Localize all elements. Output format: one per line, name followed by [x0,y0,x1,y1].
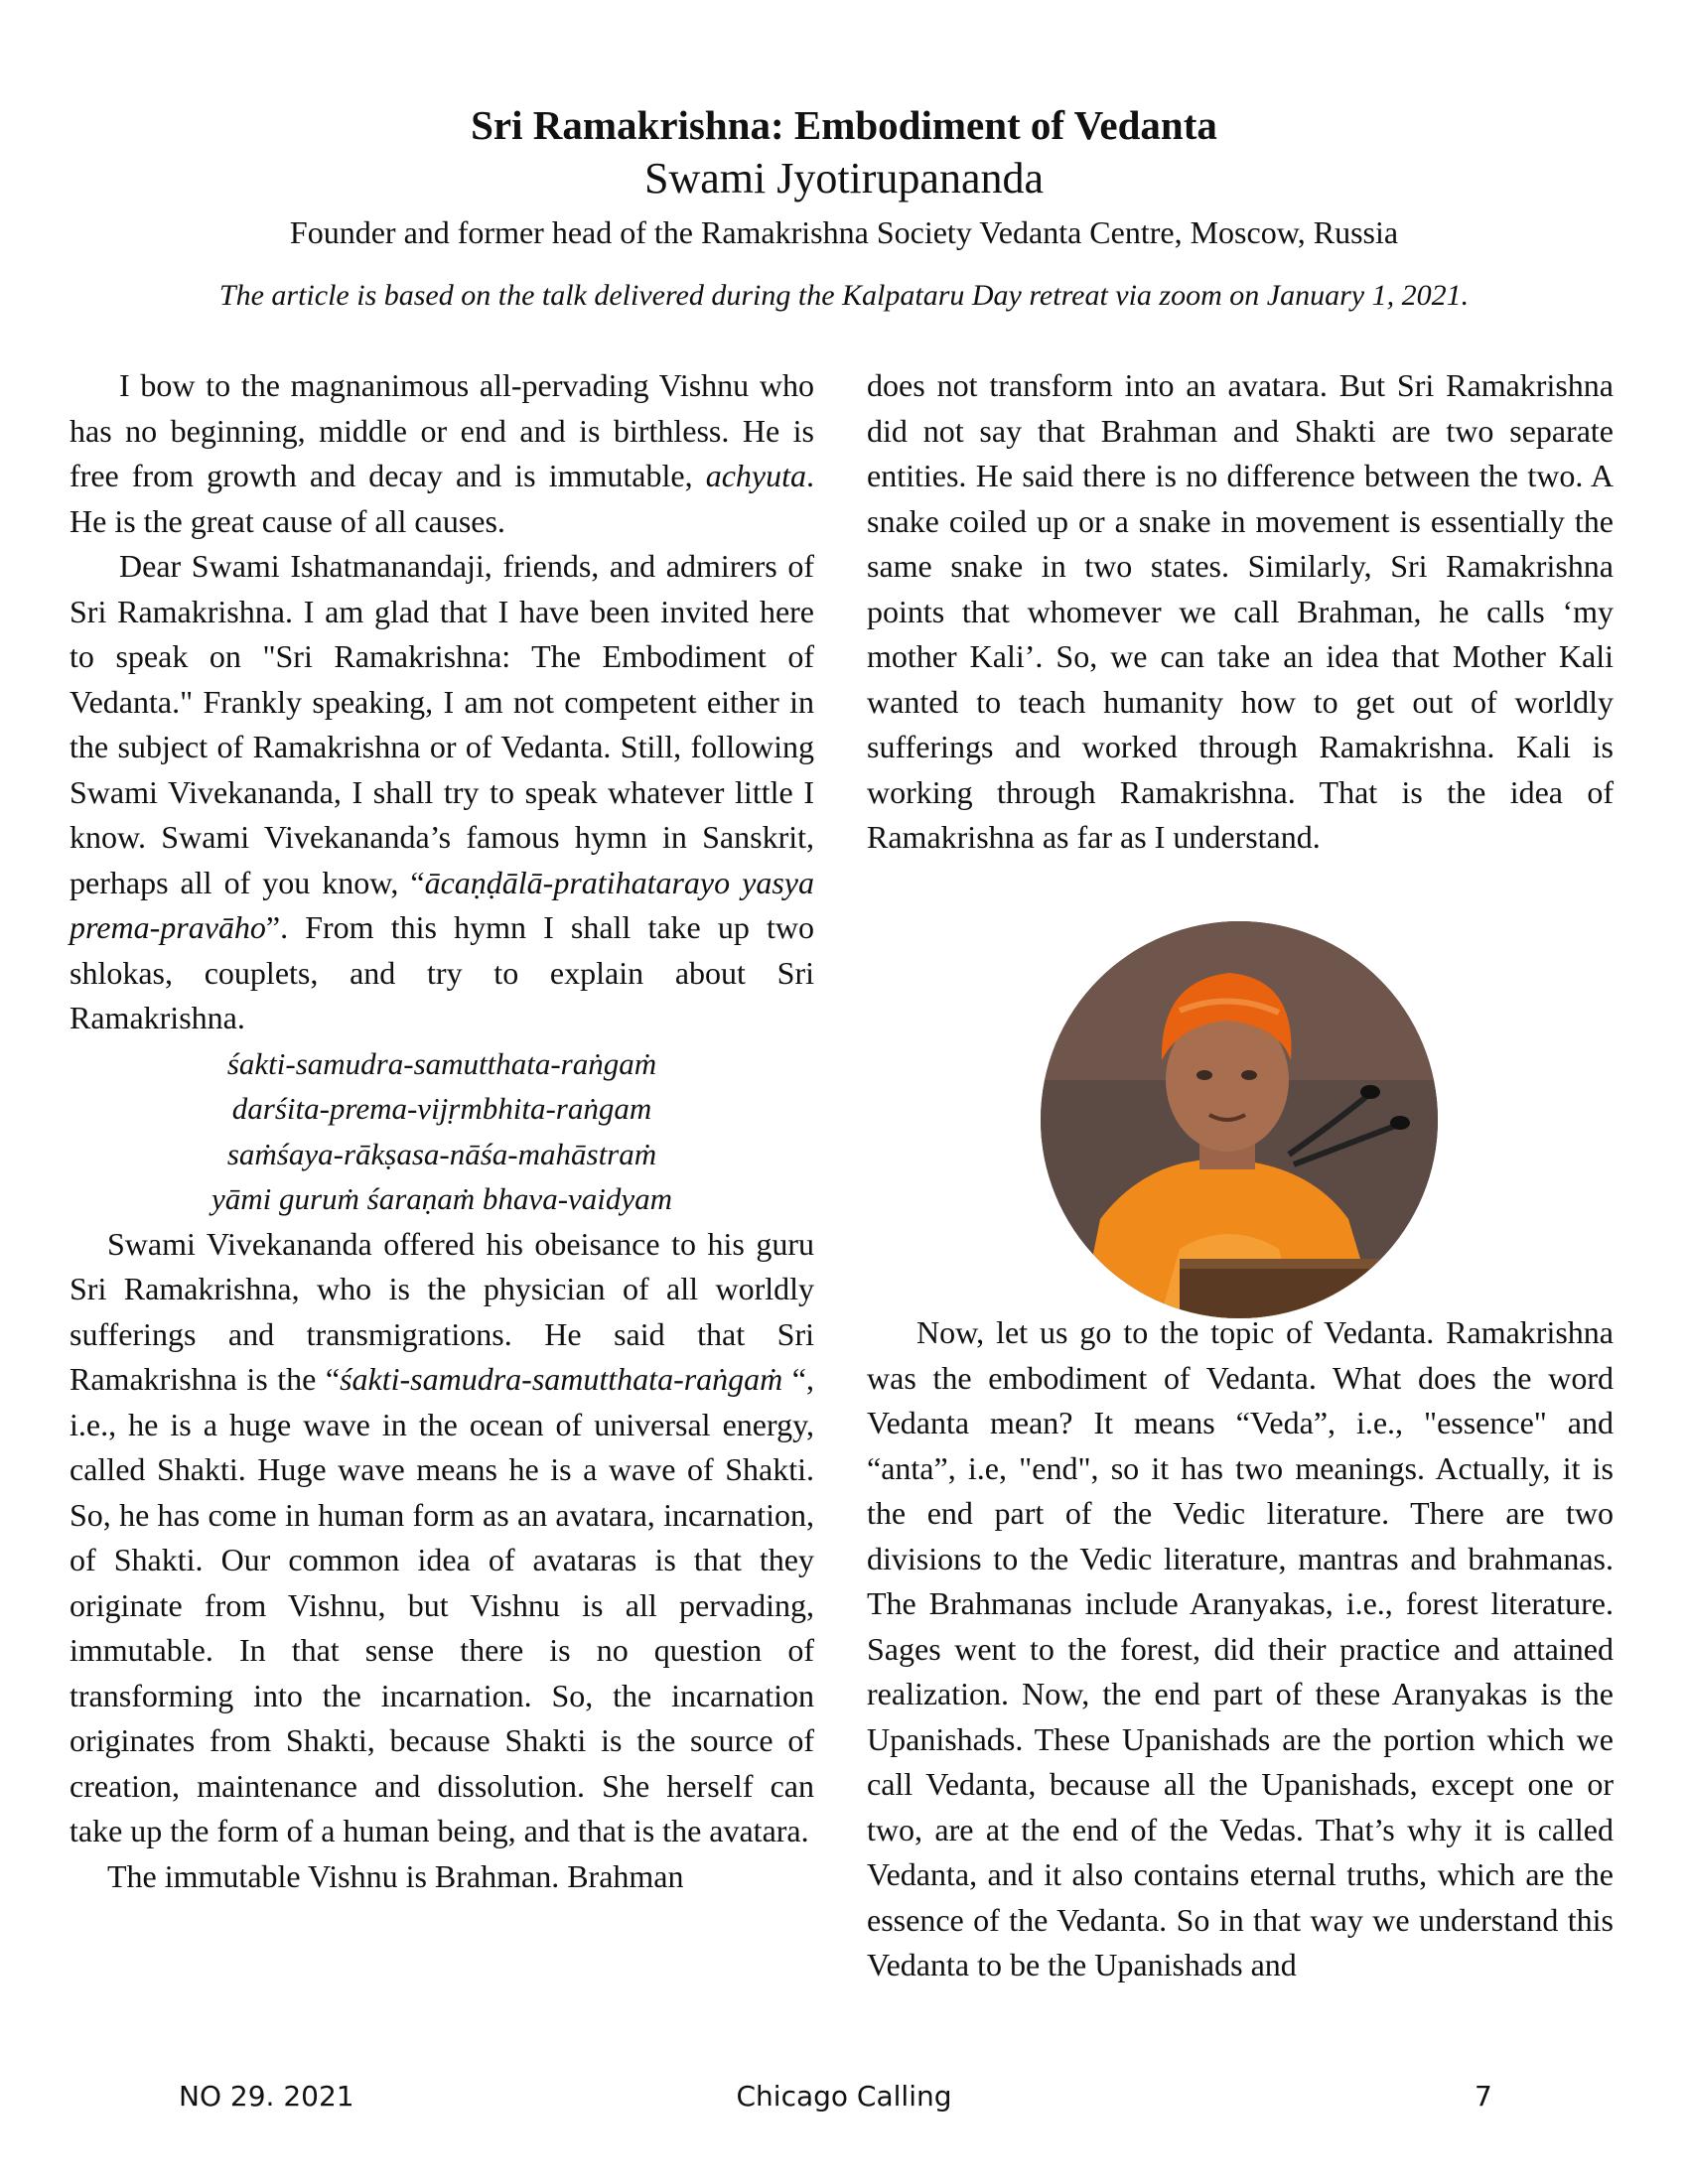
author-affiliation: Founder and former head of the Ramakrishna Society Vedanta Centre, Moscow, Russia [289,214,1399,250]
paragraph: does not transform into an avatara. But Sri Ramakrishna did not say that Brahman and Shakti are two separate entities. He said there is no difference between the two. A snake coiled up or a snake in movement is essentially the same snake in two states. Similarly, Sri Ramakrishna points that whomever we call Brahman, he calls ‘my mother Kali’. So, we can take an idea that Mother Kali wanted to teach humanity how to get out of worldly sufferings and worked through Ramakrishna. Kali is working through Ramakrishna. That is the idea of Ramakrishna as far as I understand. [867,367,1614,855]
italic-term: achyuta [705,458,806,493]
text-run: I bow to the magnanimous all-pervading Vishnu who has no beginning, middle or end and is birthless. He is free from growth and decay and is immutable, [70,367,814,493]
text-run: . He is the great cause of all causes. [70,458,814,539]
footer-publication: Chicago Calling [736,2080,952,2113]
italic-term: śakti-samudra-samutthata-raṅgaṁ [340,1361,783,1397]
right-column-top [867,363,1614,861]
paragraph: Now, let us go to the topic of Vedanta. Ramakrishna was the embodiment of Vedanta. What does the word Vedanta mean? It means “Veda”, i.e., "essence" and “anta”, i.e, "end", so it has two meanings. Actually, it is the end part of the Vedic literature. There are two divisions to the Vedic literature, mantras and brahmanas. The Brahmanas include Aranyakas, i.e., forest literature. Sages went to the forest, did their practice and attained realization. Now, the end part of these Aranyakas is the Upanishads. These Upanishads are the portion which we call Vedanta, because all the Upanishads, except one or two, are at the end of the Vedas. That’s why it is called Vedanta, and it also contains eternal truths, which are the essence of the Vedanta. So in that way we understand this Vedanta to be the Upanishads and [867,1314,1614,1982]
footer-page-number: 7 [1475,2080,1492,2113]
article-title: Sri Ramakrishna: Embodiment of Vedanta [471,102,1217,148]
verse-line: saṁśaya-rākṣasa-nāśa-mahāstraṁ [226,1136,657,1171]
italic-term: ācaṇḍālā-pratihatarayo yasya prema-pravāho [70,864,815,945]
verse-line: yāmi guruṁ śaraṇaṁ bhava-vaidyam [211,1181,673,1216]
paragraph [70,363,814,544]
paragraph [70,544,814,1041]
paragraph [70,1222,814,1854]
portrait-illustration [1041,921,1438,1318]
footer-issue: NO 29. 2021 [179,2080,354,2113]
text-run: Dear Swami Ishatmanandaji, friends, and admirers of Sri Ramakrishna. I am glad that I have been invited here to speak on "Sri Ramakrishna: The Embodiment of Vedanta." Frankly speaking, I am not competent either in the subject of Ramakrishna or of Vedanta. Still, following Swami Vivekananda, I shall try to speak whatever little I know. Swami Vivekananda’s famous hymn in Sanskrit, perhaps all of you know, “ [70,548,814,900]
author-portrait [1041,921,1438,1318]
author-name: Swami Jyotirupananda [643,154,1045,203]
paragraph: The immutable Vishnu is Brahman. Brahman [107,1857,684,1894]
article-note: The article is based on the talk delivered during the Kalpataru Day retreat via zoom on January 1, 2021. [218,279,1470,312]
text-run: “, i.e., he is a huge wave in the ocean of universal energy, called Shakti. Huge wave means he is a wave of Shakti. So, he has come in human form as an avatara, incarnation, of Shakti. Our common idea of avataras is that they originate from Vishnu, but Vishnu is all pervading, immutable. In that sense there is no question of transforming into the incarnation. So, the incarnation originates from Shakti, because Shakti is the source of creation, maintenance and dissolution. She herself can take up the form of a human being, and that is the avatara. [70,1361,815,1848]
text-run: Swami Vivekananda offered his obeisance to his guru Sri Ramakrishna, who is the physician of all worldly sufferings and transmigrations. He said that Sri Ramakrishna is the “ [70,1225,814,1397]
text-run: ”. From this hymn I shall take up two shlokas, couplets, and try to explain about Sri Ramakrishna. [70,909,814,1035]
verse-line: śakti-samudra-samutthata-raṅgaṁ [226,1045,657,1081]
right-column-bottom [867,1310,1614,1988]
verse-line: darśita-prema-vijṛmbhita-raṅgam [231,1091,652,1126]
left-column [70,363,814,1899]
